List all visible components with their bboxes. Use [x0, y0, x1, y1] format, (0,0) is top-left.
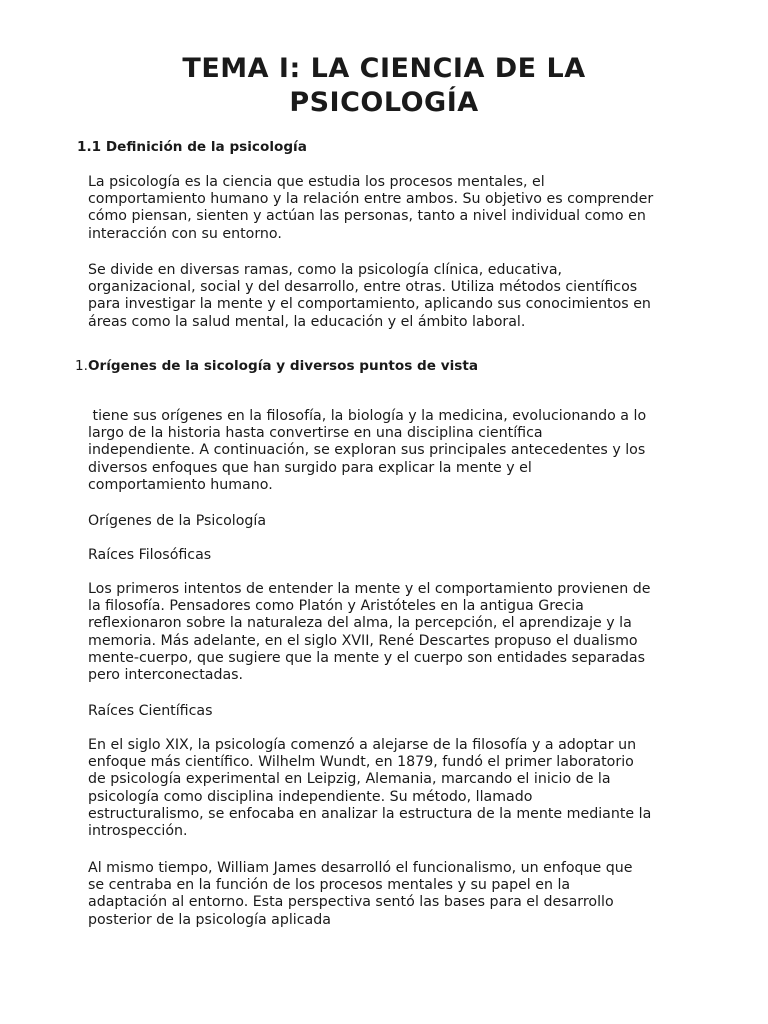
text-line: estructuralismo, se enfocaba en analizar la estructura de la mente mediante la	[88, 805, 652, 822]
text-line: psicología como disciplina independiente. Su método, llamado	[88, 788, 533, 805]
text-line: tiene sus orígenes en la filosofía, la biología y la medicina, evolucionando a lo	[88, 408, 647, 424]
list-number: 1.	[75, 358, 88, 374]
text-line: Raíces Científicas	[88, 703, 213, 719]
list-heading-text: Orígenes de la sicología y diversos puntos de vista	[87, 358, 479, 374]
text-line: Orígenes de la Psicología	[88, 513, 267, 529]
paragraph-definicion-1	[88, 174, 708, 243]
paragraph-raices-filosoficas	[88, 581, 708, 684]
text-line: organizacional, social y del desarrollo, entre otras. Utiliza métodos científicos	[88, 279, 638, 296]
title-line-2: PSICOLOGÍA	[289, 87, 479, 118]
text-line: Se divide en diversas ramas, como la psicología clínica, educativa,	[88, 262, 563, 278]
paragraph-funcionalismo	[88, 860, 708, 929]
subheading-raices-cientificas	[88, 703, 708, 720]
text-line: mente-cuerpo, que sugiere que la mente y el cuerpo son entidades separadas	[88, 649, 645, 666]
text-line: diversos enfoques que han surgido para explicar la mente y el	[88, 459, 532, 476]
document-title	[0, 52, 768, 120]
text-line: comportamiento humano y la relación entre ambos. Su objetivo es comprender	[88, 191, 654, 208]
text-line: En el siglo XIX, la psicología comenzó a alejarse de la filosofía y a adoptar un	[88, 737, 637, 753]
text-line: independiente. A continuación, se exploran sus principales antecedentes y los	[88, 442, 646, 459]
text-line: pero interconectadas.	[88, 667, 244, 684]
subheading-raices-filosoficas	[88, 547, 708, 564]
text-line: Los primeros intentos de entender la mente y el comportamiento provienen de	[88, 581, 651, 597]
paragraph-raices-cientificas	[88, 737, 708, 840]
paragraph-definicion-2	[88, 262, 708, 331]
text-line: memoria. Más adelante, en el siglo XVII, René Descartes propuso el dualismo	[88, 632, 638, 649]
title-line-1: TEMA I: LA CIENCIA DE LA	[182, 53, 586, 84]
text-line: de psicología experimental en Leipzig, Alemania, marcando el inicio de la	[88, 771, 611, 788]
text-line: cómo piensan, sienten y actúan las personas, tanto a nivel individual como en	[88, 208, 646, 225]
text-line: para investigar la mente y el comportamiento, aplicando sus conocimientos en	[88, 296, 651, 313]
text-line: se centraba en la función de los procesos mentales y su papel en la	[88, 877, 571, 894]
text-line: largo de la historia hasta convertirse en una disciplina científica	[88, 425, 543, 442]
text-line: Al mismo tiempo, William James desarrolló el funcionalismo, un enfoque que	[88, 860, 633, 876]
section-heading-definicion: 1.1 Definición de la psicología	[77, 139, 307, 155]
text-line: comportamiento humano.	[88, 476, 273, 493]
text-line: la filosofía. Pensadores como Platón y Aristóteles en la antigua Grecia	[88, 598, 584, 615]
text-line: posterior de la psicología aplicada	[88, 911, 331, 928]
subheading-origenes-psicologia	[88, 513, 708, 530]
text-line: reflexionaron sobre la naturaleza del alma, la percepción, el aprendizaje y la	[88, 615, 632, 632]
section-heading-origenes	[75, 357, 478, 375]
text-line: introspección.	[88, 823, 188, 840]
text-line: enfoque más científico. Wilhelm Wundt, en 1879, fundó el primer laboratorio	[88, 754, 634, 771]
text-line: interacción con su entorno.	[88, 225, 282, 242]
text-line: Raíces Filosóficas	[88, 547, 212, 563]
text-line: adaptación al entorno. Esta perspectiva sentó las bases para el desarrollo	[88, 894, 614, 911]
paragraph-origenes-intro	[88, 408, 708, 494]
text-line: áreas como la salud mental, la educación y el ámbito laboral.	[88, 313, 526, 330]
text-line: La psicología es la ciencia que estudia los procesos mentales, el	[88, 174, 545, 190]
